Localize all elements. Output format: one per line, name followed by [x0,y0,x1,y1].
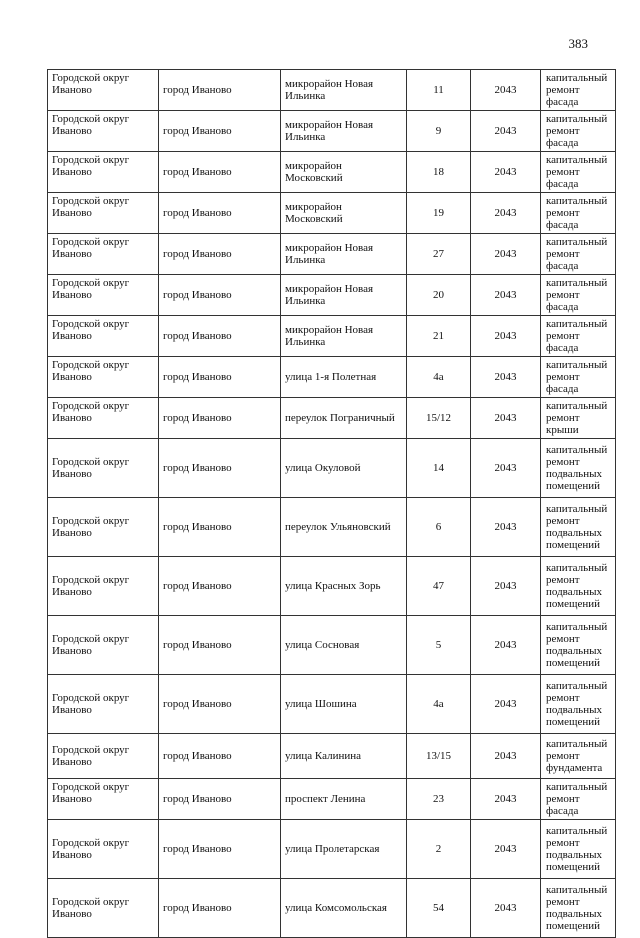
street-cell: улица Окуловой [281,439,407,498]
street-cell: улица Пролетарская [281,820,407,879]
year-cell: 2043 [471,234,541,275]
house-number-cell: 15/12 [407,398,471,439]
table-row [48,70,616,111]
year-cell: 2043 [471,675,541,734]
street-cell: проспект Ленина [281,779,407,820]
city-cell: город Иваново [159,616,281,675]
street-cell: микрорайон Новая Ильинка [281,234,407,275]
house-number-cell: 13/15 [407,734,471,779]
district-cell: Городской округ Иваново [48,734,159,779]
table-row [48,616,616,675]
district-cell: Городской округ Иваново [48,316,159,357]
street-cell: микрорайон Новая Ильинка [281,111,407,152]
work-type-cell: капитальный ремонт подвальных помещений [541,675,616,734]
street-cell: улица Калинина [281,734,407,779]
year-cell: 2043 [471,275,541,316]
city-cell: город Иваново [159,557,281,616]
work-type-cell: капитальный ремонт подвальных помещений [541,439,616,498]
street-cell: улица Шошина [281,675,407,734]
year-cell: 2043 [471,734,541,779]
district-cell: Городской округ Иваново [48,879,159,938]
year-cell: 2043 [471,111,541,152]
year-cell: 2043 [471,193,541,234]
table-row [48,439,616,498]
city-cell: город Иваново [159,675,281,734]
house-number-cell: 18 [407,152,471,193]
table-body [48,70,616,938]
district-cell: Городской округ Иваново [48,616,159,675]
year-cell: 2043 [471,557,541,616]
house-number-cell: 9 [407,111,471,152]
work-type-cell: капитальный ремонт фасада [541,111,616,152]
work-type-cell: капитальный ремонт фасада [541,316,616,357]
city-cell: город Иваново [159,111,281,152]
district-cell: Городской округ Иваново [48,275,159,316]
year-cell: 2043 [471,616,541,675]
table-row [48,275,616,316]
year-cell: 2043 [471,398,541,439]
table-row [48,675,616,734]
work-type-cell: капитальный ремонт подвальных помещений [541,616,616,675]
city-cell: город Иваново [159,779,281,820]
table-row [48,234,616,275]
street-cell: улица Красных Зорь [281,557,407,616]
city-cell: город Иваново [159,234,281,275]
work-type-cell: капитальный ремонт фасада [541,152,616,193]
city-cell: город Иваново [159,439,281,498]
street-cell: переулок Ульяновский [281,498,407,557]
table-row [48,193,616,234]
city-cell: город Иваново [159,820,281,879]
work-type-cell: капитальный ремонт фасада [541,275,616,316]
city-cell: город Иваново [159,734,281,779]
page-number: 383 [568,36,588,51]
work-type-cell: капитальный ремонт подвальных помещений [541,879,616,938]
year-cell: 2043 [471,498,541,557]
district-cell: Городской округ Иваново [48,152,159,193]
city-cell: город Иваново [159,316,281,357]
city-cell: город Иваново [159,357,281,398]
house-number-cell: 11 [407,70,471,111]
work-type-cell: капитальный ремонт фундамента [541,734,616,779]
city-cell: город Иваново [159,152,281,193]
work-type-cell: капитальный ремонт фасада [541,779,616,820]
district-cell: Городской округ Иваново [48,557,159,616]
work-type-cell: капитальный ремонт фасада [541,357,616,398]
house-number-cell: 27 [407,234,471,275]
street-cell: микрорайон Московский [281,152,407,193]
work-type-cell: капитальный ремонт подвальных помещений [541,820,616,879]
year-cell: 2043 [471,820,541,879]
year-cell: 2043 [471,439,541,498]
year-cell: 2043 [471,316,541,357]
city-cell: город Иваново [159,70,281,111]
year-cell: 2043 [471,879,541,938]
table-row [48,779,616,820]
house-number-cell: 23 [407,779,471,820]
table-row [48,734,616,779]
year-cell: 2043 [471,779,541,820]
street-cell: переулок Пограничный [281,398,407,439]
year-cell: 2043 [471,70,541,111]
district-cell: Городской округ Иваново [48,357,159,398]
house-number-cell: 4а [407,675,471,734]
district-cell: Городской округ Иваново [48,675,159,734]
district-cell: Городской округ Иваново [48,234,159,275]
district-cell: Городской округ Иваново [48,820,159,879]
table-row [48,820,616,879]
table-row [48,357,616,398]
house-number-cell: 6 [407,498,471,557]
street-cell: улица Комсомольская [281,879,407,938]
work-type-cell: капитальный ремонт подвальных помещений [541,557,616,616]
work-type-cell: капитальный ремонт фасада [541,193,616,234]
street-cell: микрорайон Московский [281,193,407,234]
house-number-cell: 14 [407,439,471,498]
street-cell: улица 1-я Полетная [281,357,407,398]
house-number-cell: 4а [407,357,471,398]
house-number-cell: 19 [407,193,471,234]
city-cell: город Иваново [159,193,281,234]
work-type-cell: капитальный ремонт фасада [541,70,616,111]
work-type-cell: капитальный ремонт фасада [541,234,616,275]
district-cell: Городской округ Иваново [48,193,159,234]
table-row [48,879,616,938]
district-cell: Городской округ Иваново [48,111,159,152]
table-row [48,557,616,616]
city-cell: город Иваново [159,879,281,938]
street-cell: микрорайон Новая Ильинка [281,275,407,316]
district-cell: Городской округ Иваново [48,498,159,557]
city-cell: город Иваново [159,498,281,557]
street-cell: микрорайон Новая Ильинка [281,316,407,357]
street-cell: микрорайон Новая Ильинка [281,70,407,111]
repair-schedule-table [47,69,616,938]
street-cell: улица Сосновая [281,616,407,675]
year-cell: 2043 [471,357,541,398]
city-cell: город Иваново [159,398,281,439]
district-cell: Городской округ Иваново [48,398,159,439]
table-row [48,152,616,193]
house-number-cell: 5 [407,616,471,675]
house-number-cell: 54 [407,879,471,938]
table-row [48,111,616,152]
table-row [48,316,616,357]
district-cell: Городской округ Иваново [48,439,159,498]
year-cell: 2043 [471,152,541,193]
city-cell: город Иваново [159,275,281,316]
work-type-cell: капитальный ремонт крыши [541,398,616,439]
district-cell: Городской округ Иваново [48,779,159,820]
house-number-cell: 20 [407,275,471,316]
house-number-cell: 2 [407,820,471,879]
work-type-cell: капитальный ремонт подвальных помещений [541,498,616,557]
table-row [48,498,616,557]
house-number-cell: 47 [407,557,471,616]
house-number-cell: 21 [407,316,471,357]
table-row [48,398,616,439]
district-cell: Городской округ Иваново [48,70,159,111]
